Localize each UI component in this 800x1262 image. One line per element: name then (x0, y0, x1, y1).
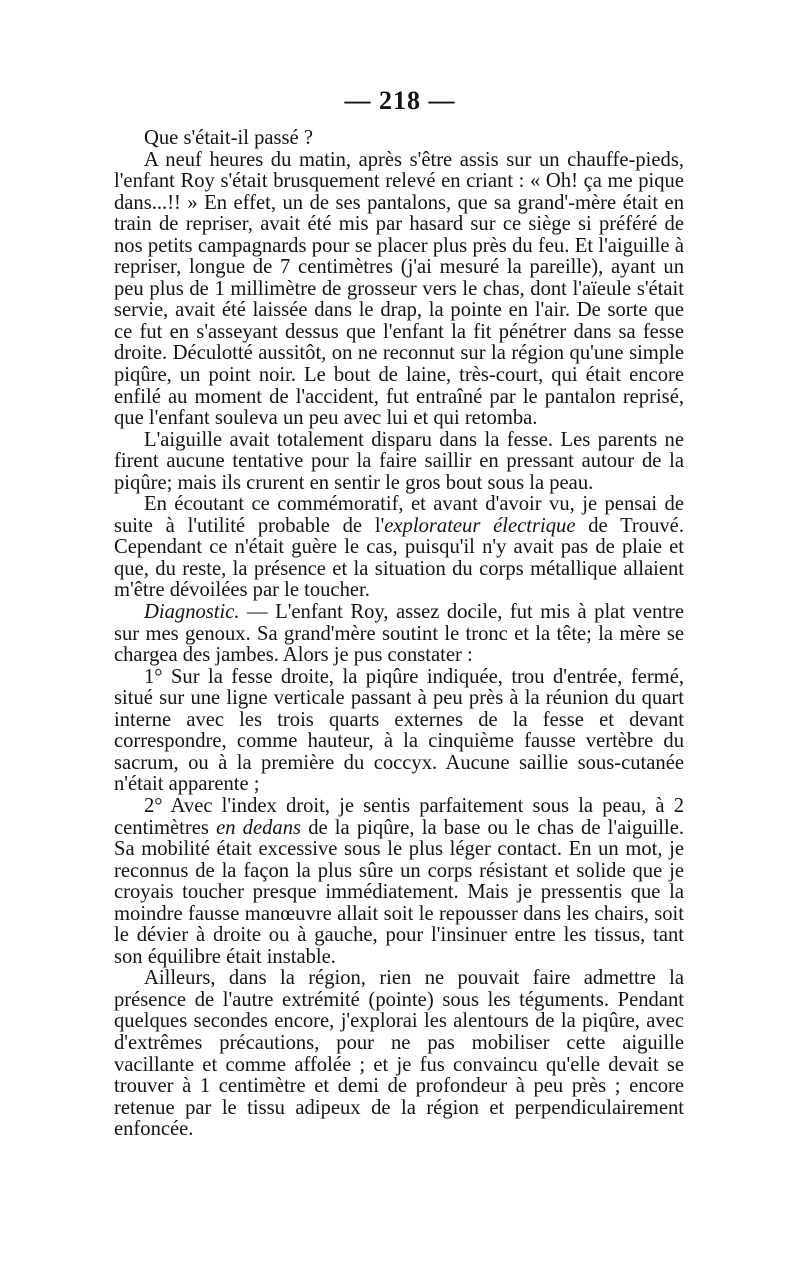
paragraph (114, 602, 684, 667)
text-segment: Ailleurs, dans la région, rien ne pouvait faire admettre la présence de l'autre extrémité (pointe) sous les téguments. Pendant quelques secondes encore, j'explorai les alentours de la piqûre, avec d'extrêmes précautions, pour ne pas mobiliser cette aiguille vacillante et comme affolée ; et je fus convaincu qu'elle devait se trouver à 1 centimètre et demi de profondeur à peu près ; encore retenue par le tissu adipeux de la région et perpendiculairement enfoncée. (114, 967, 684, 1141)
text-segment: de Trouvé. Cependant ce n'était guère le cas, puisqu'il n'y avait pas de plaie et que, du reste, la présence et la situation du corps métallique allaient m'être dévoilées par le toucher. (114, 514, 684, 602)
paragraph (114, 150, 684, 430)
text-segment: En écoutant ce commémoratif, et avant d'avoir vu, je pensai de suite à l'utilité probable de l' (114, 493, 684, 537)
text-segment: Que s'était-il passé ? (144, 127, 313, 149)
text-segment: 1° Sur la fesse droite, la piqûre indiquée, trou d'entrée, fermé, situé sur une ligne verticale passant à peu près à la réunion du quart interne avec les trois quarts externes de la fesse et devant correspondre, comme hauteur, à la cinquième fausse vertèbre du sacrum, ou à la première du coccyx. Aucune saillie sous-cutanée n'était apparente ; (114, 665, 684, 796)
paragraph (114, 494, 684, 602)
paragraph (114, 968, 684, 1140)
italic-text: Diagnostic. (144, 601, 240, 624)
text-segment: de la piqûre, la base ou le chas de l'aiguille. Sa mobilité était excessive sous le plus léger contact. En un mot, je reconnus de la façon la plus sûre un corps résistant et solide que je croyais toucher presque immédiatement. Mais je pressentis que la moindre fausse manœuvre allait soit le repousser dans les chairs, soit le dévier à droite ou à gauche, pour l'insinuer entre les tissus, tant son équilibre était instable. (114, 816, 684, 968)
text-segment: A neuf heures du matin, après s'être assis sur un chauffe-pieds, l'enfant Roy s'était brusquement relevé en criant : « Oh! ça me pique dans...!! » En effet, un de ses pantalons, que sa grand'-mère était en train de repriser, avait été mis par hasard sur ce siège si préféré de nos petits campagnards pour se placer plus près du feu. Et l'aiguille à repriser, longue de 7 centimètres (j'ai mesuré la pareille), ayant un peu plus de 1 millimètre de grosseur vers le chas, dont l'aïeule s'était servie, avait été laissée dans le drap, la pointe en l'air. De sorte que ce fut en s'asseyant dessus que l'enfant la fit pénétrer dans sa fesse droite. Déculotté aussitôt, on ne reconnut sur la région qu'une simple piqûre, un point noir. Le bout de laine, très-court, qui était encore enfilé au moment de l'accident, fut entraîné par le pantalon reprisé, que l'enfant souleva un peu avec lui et qui retomba. (114, 148, 684, 430)
paragraph (114, 796, 684, 968)
paragraph (114, 667, 684, 796)
body-text (114, 128, 684, 1141)
italic-text: en dedans (216, 816, 302, 839)
text-segment: — L'enfant Roy, assez docile, fut mis à plat ventre sur mes genoux. Sa grand'mère soutint le tronc et la tête; la mère se chargea des jambes. Alors je pus constater : (114, 601, 684, 667)
text-segment: 2° Avec l'index droit, je sentis parfaitement sous la peau, à 2 centimètres (114, 794, 684, 839)
paragraph (114, 128, 684, 150)
page-number: — 218 — (344, 86, 456, 115)
paragraph (114, 430, 684, 495)
text-segment: L'aiguille avait totalement disparu dans la fesse. Les parents ne firent aucune tentative pour la faire saillir en pressant autour de la piqûre; mais ils crurent en sentir le gros bout sous la peau. (114, 428, 684, 494)
italic-text: explorateur électrique (384, 514, 576, 537)
